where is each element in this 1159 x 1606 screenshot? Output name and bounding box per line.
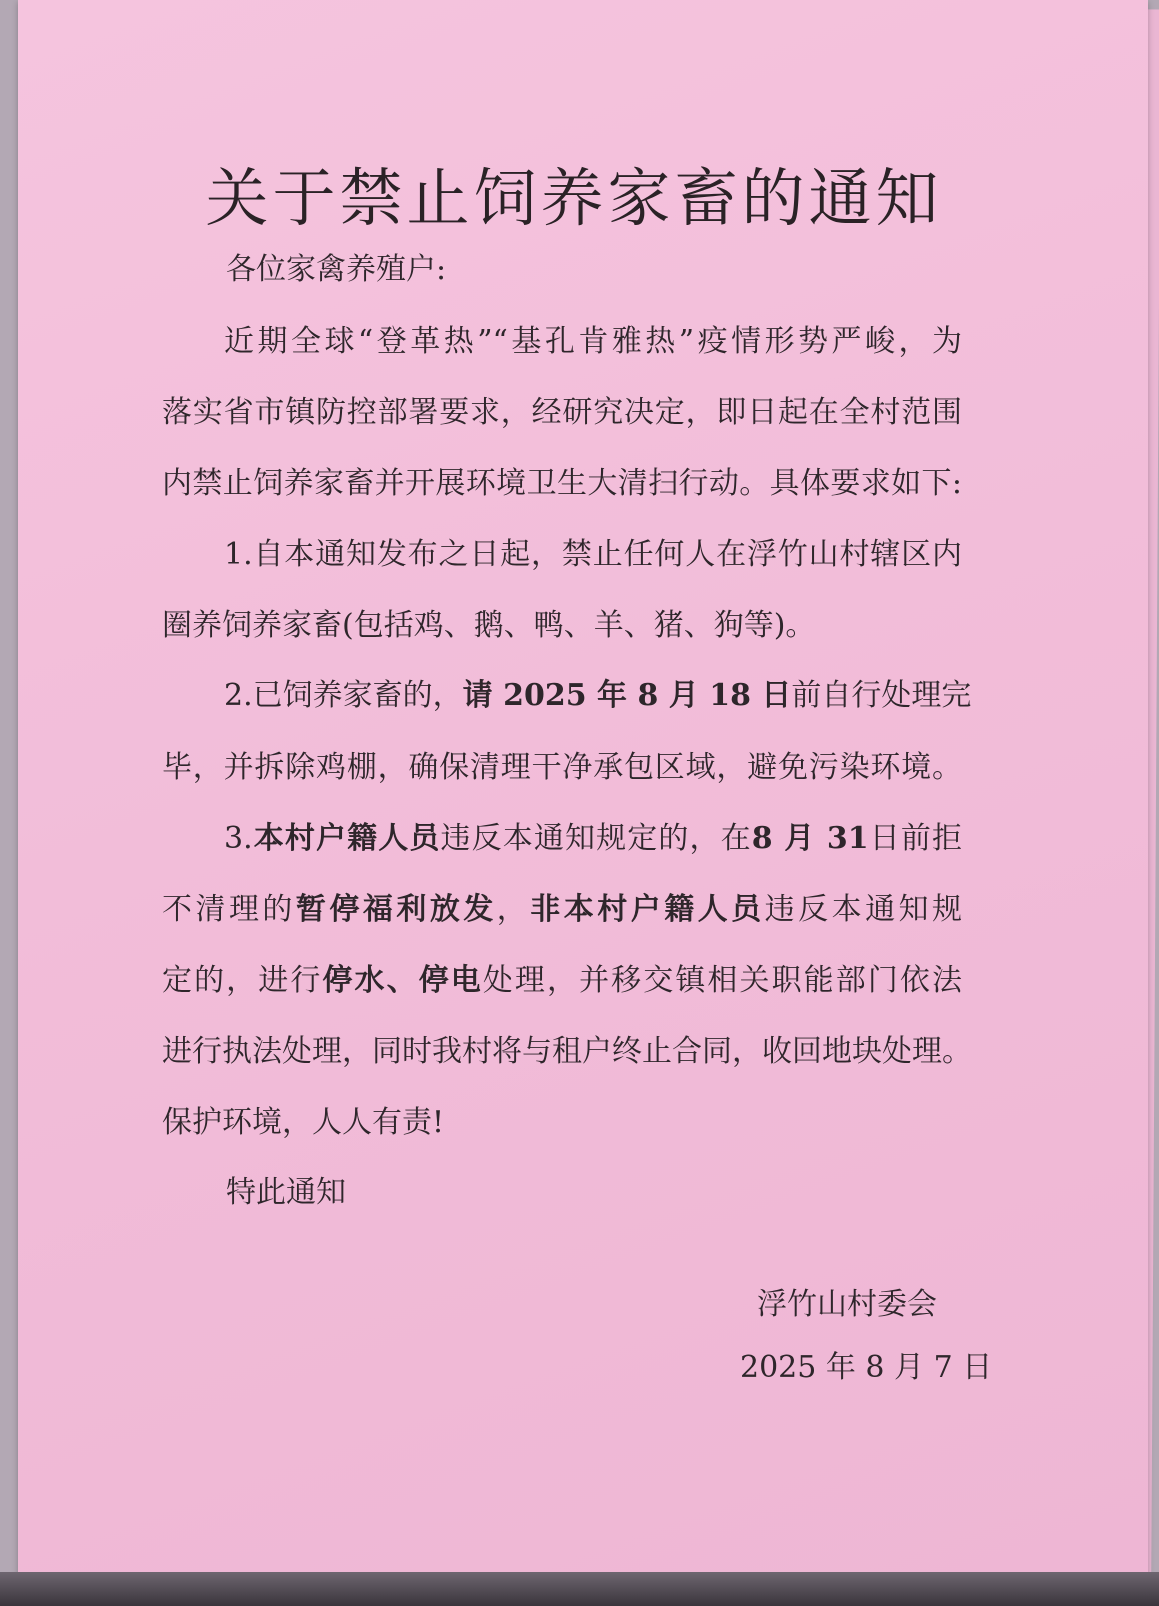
item3-text-3: 不清理的 (162, 892, 296, 927)
item3-text-4: 违反本通知规 (764, 892, 963, 927)
item3-deadline: 8 月 31 (751, 821, 869, 856)
item3-line-3 (162, 961, 962, 1001)
item1-line-1: 1.自本通知发布之日起，禁止任何人在浮竹山村辖区内 (224, 537, 962, 572)
item3-line-1 (224, 819, 962, 859)
item3-text-2: 日前拒 (868, 821, 963, 856)
item3-line-4: 进行执法处理，同时我村将与租户终止合同，收回地块处理。 (162, 1034, 972, 1069)
notice-title: 关于禁止饲养家畜的通知 (205, 162, 943, 235)
item3-utility-cutoff: 停水、停电 (322, 963, 483, 998)
intro-line-3: 内禁止饲养家畜并开展环境卫生大清扫行动。具体要求如下: (162, 466, 962, 501)
issuer: 浮竹山村委会 (757, 1287, 937, 1322)
item3-text-6: 处理，并移交镇相关职能部门依法 (482, 963, 963, 998)
item3-line-5: 保护环境，人人有责! (162, 1105, 445, 1140)
intro-line-1: 近期全球“登革热”“基孔肯雅热”疫情形势严峻，为 (224, 324, 962, 359)
item3-number: 3. (224, 821, 253, 856)
bottom-edge (0, 1572, 1159, 1606)
item1-line-2: 圈养饲养家畜(包括鸡、鹅、鸭、羊、猪、狗等)。 (162, 608, 816, 643)
item3-resident-label: 本村户籍人员 (252, 821, 441, 856)
issue-date: 2025 年 8 月 7 日 (740, 1350, 993, 1385)
item3-line-2 (162, 890, 962, 930)
item2-suffix: 前自行处理完 (791, 678, 972, 713)
closing: 特此通知 (226, 1175, 346, 1210)
item3-text-5: 定的，进行 (162, 963, 323, 998)
item3-text-1: 违反本通知规定的，在 (440, 821, 752, 856)
item2-line-1 (224, 676, 972, 716)
item2-line-2: 毕，并拆除鸡棚，确保清理干净承包区域，避免污染环境。 (162, 750, 962, 785)
item3-welfare-suspension: 暂停福利放发 (295, 892, 497, 927)
intro-line-2: 落实省市镇防控部署要求，经研究决定，即日起在全村范围 (162, 395, 962, 430)
greeting: 各位家禽养殖户: (226, 252, 447, 287)
notice-paper (18, 0, 1148, 1582)
item3-comma: ， (496, 892, 531, 927)
item2-prefix: 2.已饲养家畜的， (224, 678, 463, 713)
item2-deadline: 请 2025 年 8 月 18 日 (462, 678, 792, 713)
item3-non-resident-label: 非本村户籍人员 (530, 892, 765, 927)
